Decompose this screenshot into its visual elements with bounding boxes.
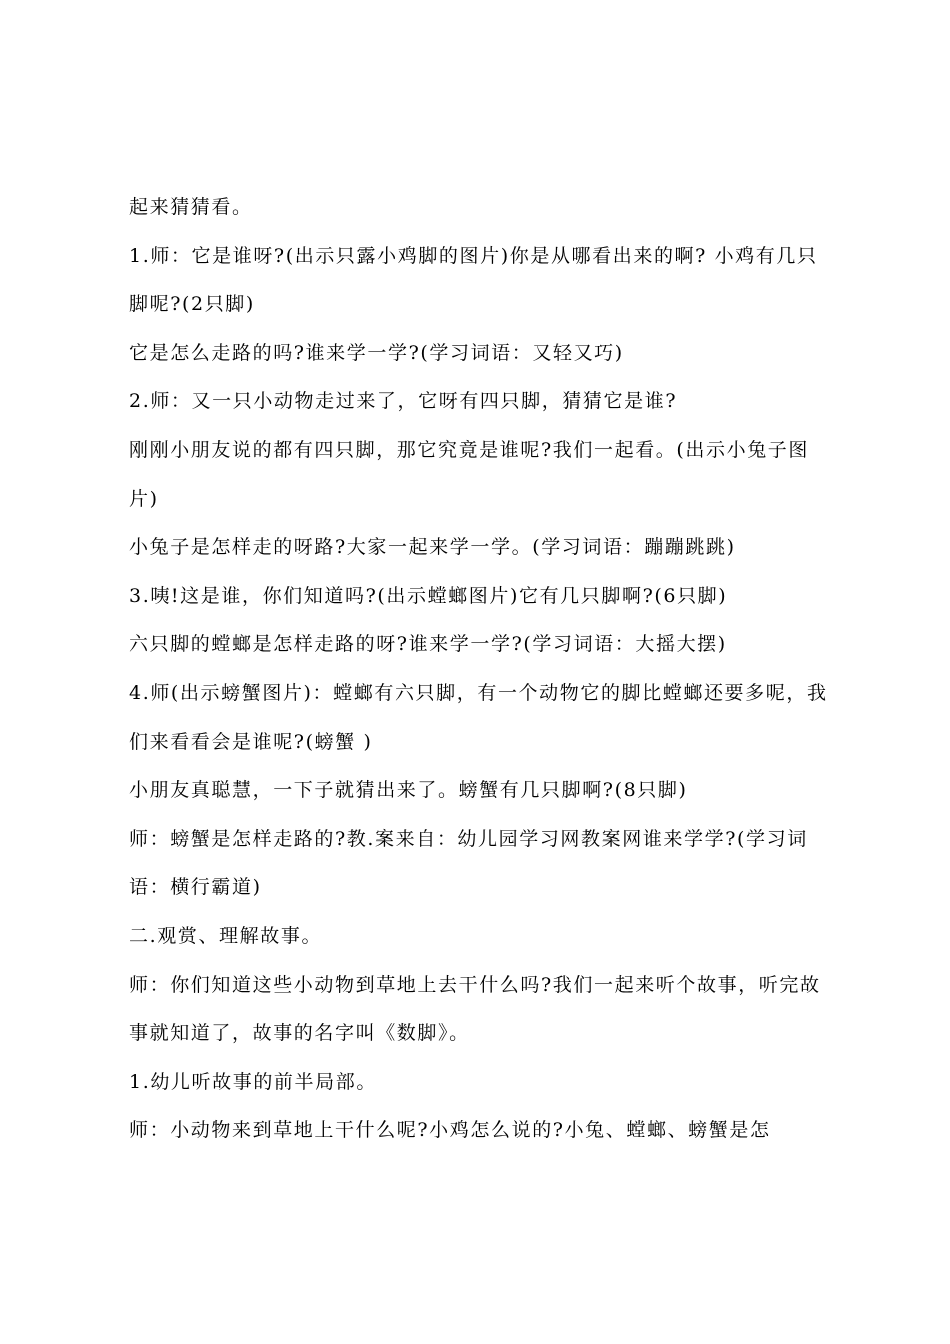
document-body [129, 183, 831, 1155]
paragraph-14: 1.幼儿听故事的前半局部。 [129, 1070, 377, 1093]
paragraph-4: 2.师：又一只小动物走过来了，它呀有四只脚，猜猜它是谁? [129, 390, 678, 413]
paragraph-1: 起来猜猜看。 [129, 196, 253, 218]
paragraph-5: 刚刚小朋友说的都有四只脚，那它究竟是谁呢?我们一起看。(出示小兔子图片) [129, 438, 810, 510]
paragraph-10: 小朋友真聪慧，一下子就猜出来了。螃蟹有几只脚啊?(8只脚) [129, 779, 688, 802]
paragraph-13: 师：你们知道这些小动物到草地上去干什么吗?我们一起来听个故事，听完故事就知道了，故事的名字叫《数脚》。 [129, 973, 821, 1045]
paragraph-9: 4.师(出示螃蟹图片)：螳螂有六只脚，有一个动物它的脚比螳螂还要多呢，我们来看看会是谁呢?(螃蟹 ) [129, 681, 828, 753]
paragraph-3: 它是怎么走路的吗?谁来学一学?(学习词语：又轻又巧) [129, 341, 624, 364]
paragraph-2: 1.师：它是谁呀?(出示只露小鸡脚的图片)你是从哪看出来的啊? 小鸡有几只脚呢?(2只脚) [129, 244, 818, 316]
paragraph-11: 师：螃蟹是怎样走路的?教.案来自：幼儿园学习网教案网谁来学学?(学习词语：横行霸道) [129, 827, 808, 899]
paragraph-7: 3.咦!这是谁，你们知道吗?(出示螳螂图片)它有几只脚啊?(6只脚) [129, 584, 728, 607]
paragraph-8: 六只脚的螳螂是怎样走路的呀?谁来学一学?(学习词语：大摇大摆) [129, 633, 727, 656]
paragraph-15: 师：小动物来到草地上干什么呢?小鸡怎么说的?小兔、螳螂、螃蟹是怎 [129, 1119, 771, 1142]
section-heading: 二.观赏、理解故事。 [129, 924, 323, 947]
paragraph-6: 小兔子是怎样走的呀路?大家一起来学一学。(学习词语：蹦蹦跳跳) [129, 536, 736, 559]
